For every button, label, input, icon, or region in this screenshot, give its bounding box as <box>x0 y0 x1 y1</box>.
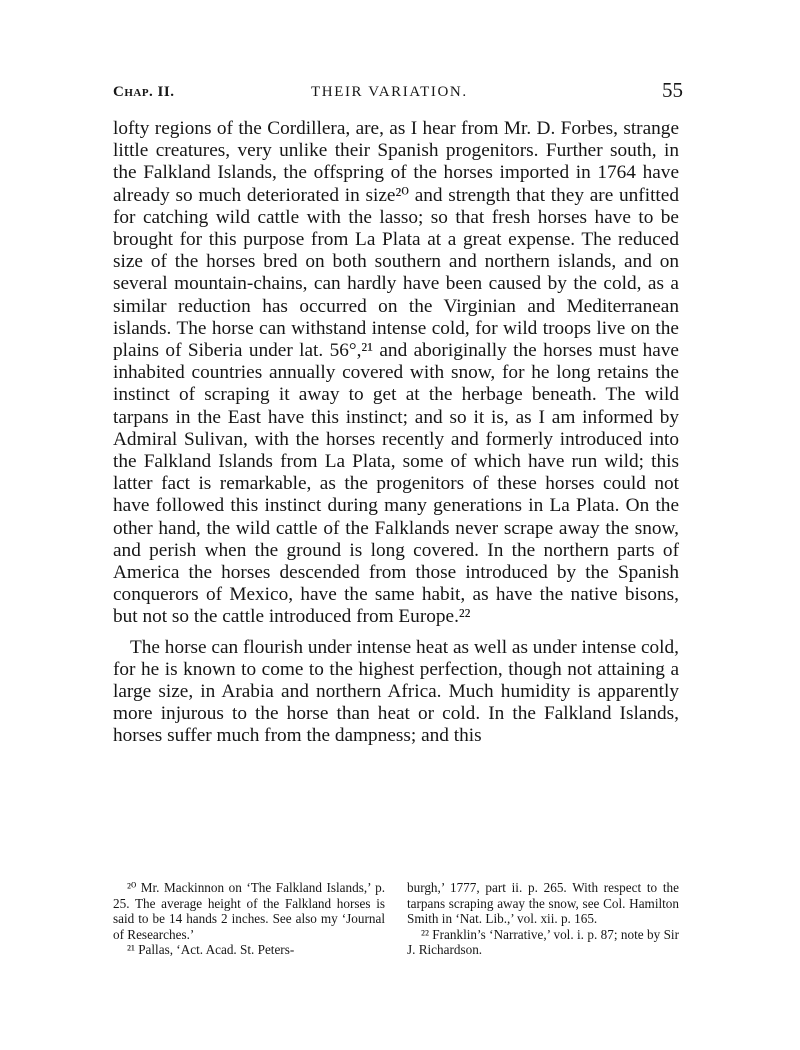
footnotes-right-column <box>407 880 679 958</box>
footnote-21-continuation: burgh,’ 1777, part ii. p. 265. With respect to the tarpans scraping away the snow, see Col. Hamilton Smith in ‘Nat. Lib.,’ vol. xii. p. 165. <box>407 880 679 927</box>
footnote-22: ²² Franklin’s ‘Narrative,’ vol. i. p. 87; note by Sir J. Richardson. <box>407 926 679 958</box>
body-paragraph: lofty regions of the Cordillera, are, as I hear from Mr. D. Forbes, strange little creatures, very unlike their Spanish progenitors. Further south, in the Falkland Islands, the offspring of the horses imported in 1764 have already so much deteriorated in size²⁰ and strength that they are unfitted for catching wild cattle with the lasso; so that fresh horses have to be brought for this purpose from La Plata at a great expense. The reduced size of the horses bred on both southern and northern islands, and on several mountain-chains, can hardly have been caused by the cold, as a similar reduction has occurred on the Virginian and Mediterranean islands. The horse can withstand intense cold, for wild troops live on the plains of Siberia under lat. 56°,²¹ and aboriginally the horses must have inhabited countries annually covered with snow, for he long retains the instinct of scraping it away to get at the herbage beneath. The wild tarpans in the East have this instinct; and so it is, as I am informed by Admiral Sulivan, with the horses recently and formerly introduced into the Falkland Islands from La Plata, some of which have run wild; this latter fact is remarkable, as the progenitors of these horses could not have followed this instinct during many generations in La Plata. On the other hand, the wild cattle of the Falklands never scrape away the snow, and perish when the ground is long covered. In the northern parts of America the horses descended from those introduced by the Spanish conquerors of Mexico, have the same habit, as have the native bisons, but not so the cattle introduced from Europe.²² <box>113 118 679 628</box>
footnote-21: ²¹ Pallas, ‘Act. Acad. St. Peters- <box>127 942 295 958</box>
running-title: THEIR VARIATION. <box>311 84 468 100</box>
main-text <box>113 118 679 748</box>
footnotes <box>113 880 679 958</box>
page-number: 55 <box>662 78 683 102</box>
running-header <box>113 78 683 108</box>
footnote-20: ²⁰ Mr. Mackinnon on ‘The Falkland Islands,’ p. 25. The average height of the Falkland horses is said to be 14 hands 2 inches. See also my ‘Journal of Researches.’ <box>113 880 385 942</box>
footnotes-left-column <box>113 880 385 958</box>
chapter-label: Chap. II. <box>113 84 175 100</box>
body-paragraph: The horse can flourish under intense heat as well as under intense cold, for he is known to come to the highest perfection, though not attaining a large size, in Arabia and northern Africa. Much humidity is apparently more injurous to the horse than heat or cold. In the Falkland Islands, horses suffer much from the dampness; and this <box>113 636 679 747</box>
